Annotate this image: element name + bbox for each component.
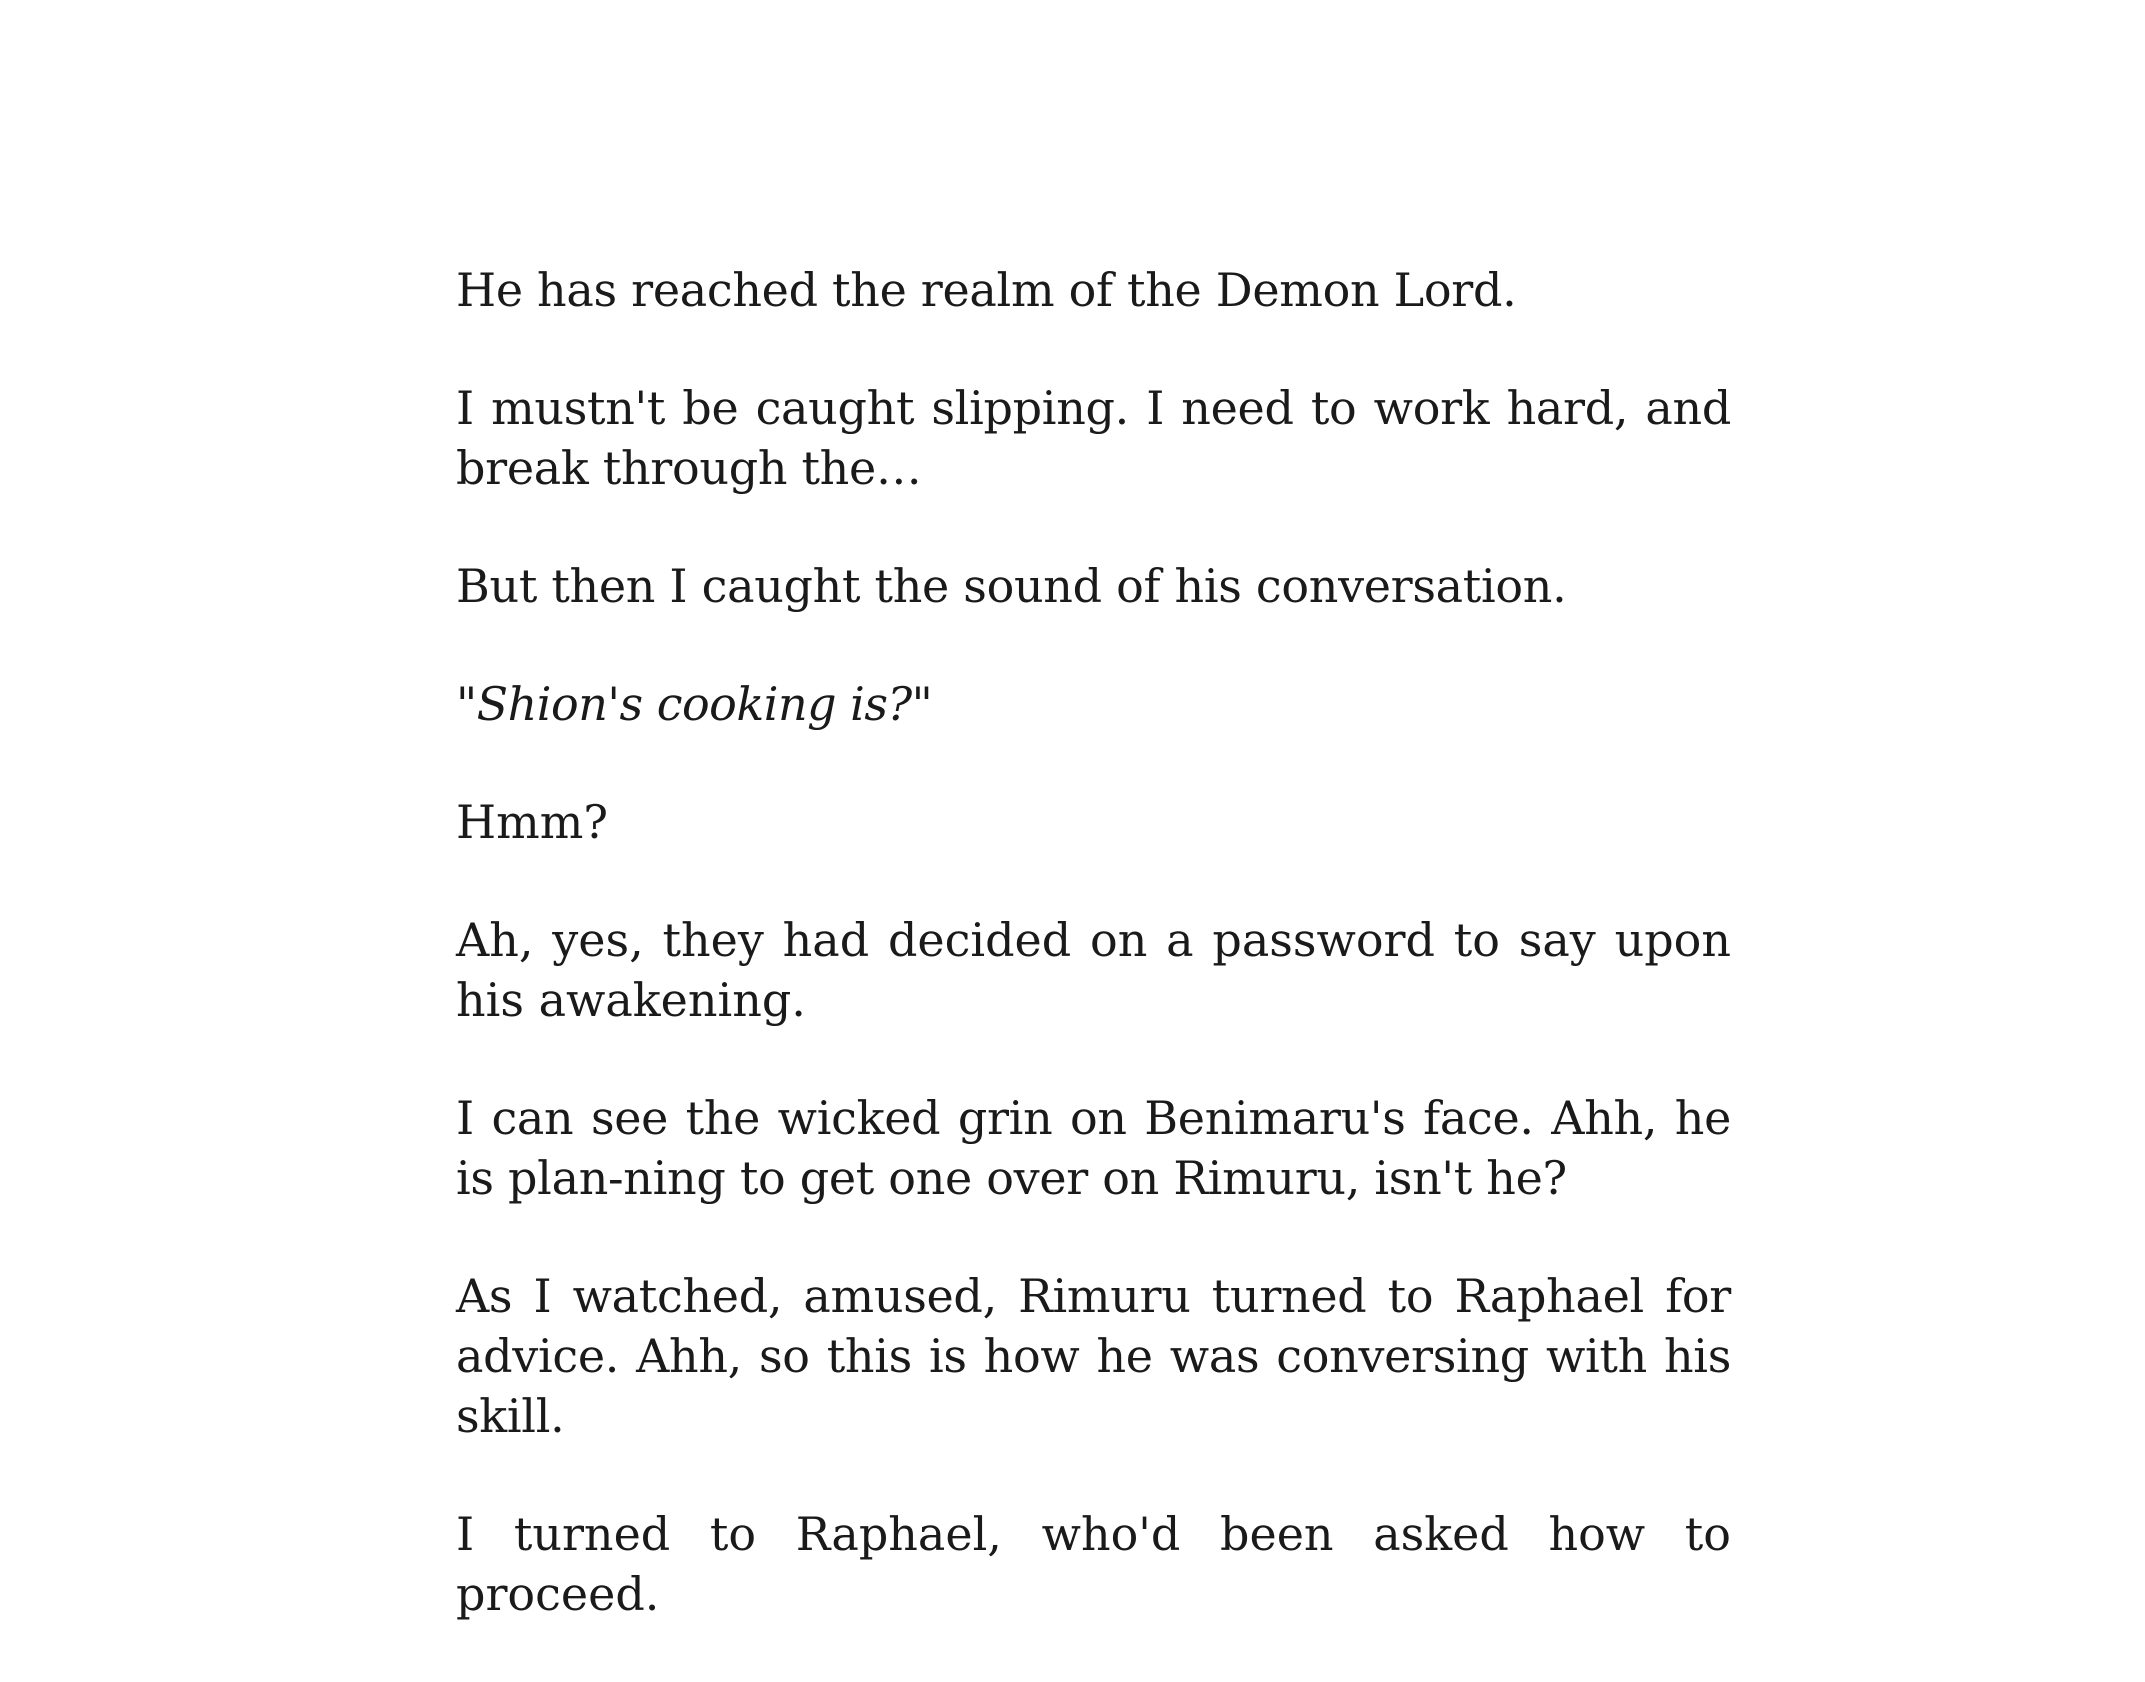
paragraph-2: I mustn't be caught slipping. I need to work hard, and break through the… xyxy=(456,381,1731,495)
body-text xyxy=(456,260,1731,1682)
paragraph-1: He has reached the realm of the Demon Lord. xyxy=(456,263,1517,317)
paragraph-4-dialogue: "Shion's cooking is?" xyxy=(456,677,933,731)
paragraph-8: As I watched, amused, Rimuru turned to Raphael for advice. Ahh, so this is how he was conversing with his skill. xyxy=(456,1269,1731,1443)
paragraph-6: Ah, yes, they had decided on a password to say upon his awakening. xyxy=(456,913,1731,1027)
paragraph-7: I can see the wicked grin on Benimaru's face. Ahh, he is plan-ning to get one over on Rimuru, isn't he? xyxy=(456,1091,1731,1205)
paragraph-5: Hmm? xyxy=(456,795,609,849)
paragraph-9: I turned to Raphael, who'd been asked how to proceed. xyxy=(456,1507,1731,1621)
paragraph-3: But then I caught the sound of his conversation. xyxy=(456,559,1567,613)
